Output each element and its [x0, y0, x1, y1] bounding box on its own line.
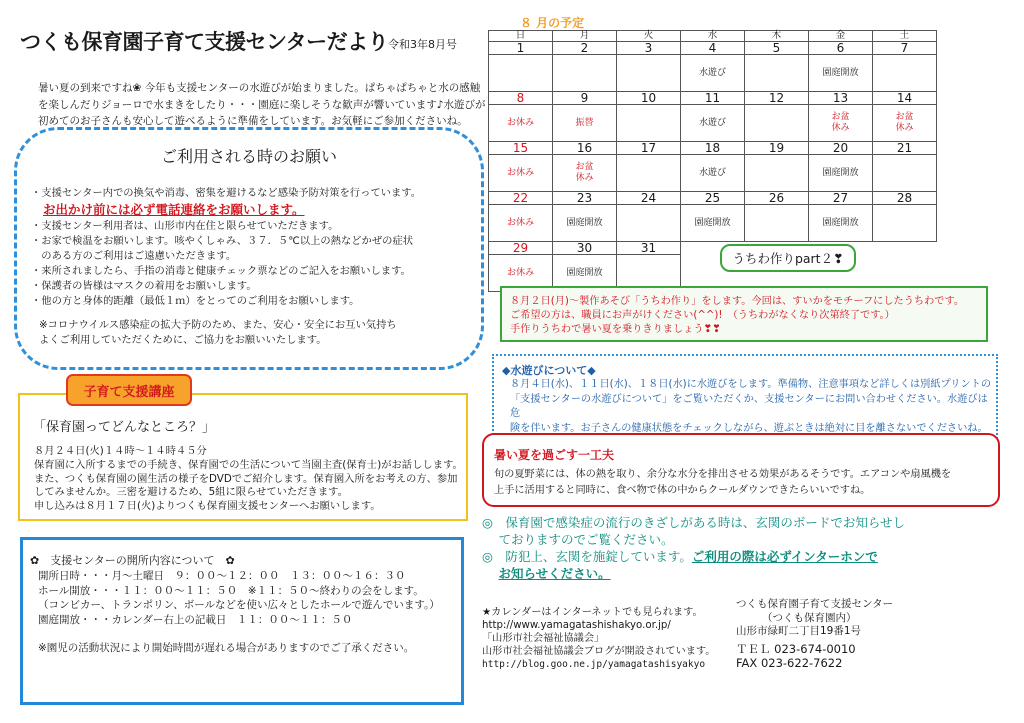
- weekday: 日: [489, 31, 553, 42]
- date: 15: [489, 142, 553, 155]
- event: 水遊び: [681, 55, 745, 92]
- date: 5: [745, 42, 809, 55]
- uchiwa-body: [510, 295, 980, 337]
- event: [745, 205, 809, 242]
- calendar-date-row: [489, 242, 937, 255]
- date: 12: [745, 92, 809, 105]
- hours-body: [38, 569, 458, 627]
- calendar-date-row: [489, 42, 937, 55]
- footer-line: 「山形市社会福祉協議会」: [482, 633, 605, 644]
- weekday: 木: [745, 31, 809, 42]
- uchiwa-line: 手作りうちわで暑い夏を乗りきりましょう❣❣: [510, 324, 721, 335]
- weekday: 水: [681, 31, 745, 42]
- lecture-line: 申し込みは８月１７日(火)よりつくも保育園支援センターへお願いします。: [34, 500, 381, 513]
- request-item: ・支援センター利用者は、山形市内在住と限らせていただきます。: [31, 220, 339, 232]
- lecture-tab: 子育て支援講座: [66, 374, 192, 406]
- event: [873, 55, 937, 92]
- lecture-line: また、つくも保育園の園生活の様子をDVDでご紹介します。保育園入所をお考えの方、参加: [34, 472, 458, 485]
- water-play-title: ◆水遊びについて◆: [502, 364, 596, 377]
- footer-line: ★カレンダーはインターネットでも見られます。: [482, 607, 703, 618]
- fax: FAX 023-622-7622: [736, 655, 843, 670]
- request-item: ・他の方と身体的距離（最低１ｍ）をとってのご利用をお願いします。: [31, 295, 360, 307]
- event: 園庭開放: [809, 155, 873, 192]
- event: [617, 105, 681, 142]
- event: [553, 55, 617, 92]
- event: 水遊び: [681, 155, 745, 192]
- weekday: 火: [617, 31, 681, 42]
- event: お休み: [489, 255, 553, 292]
- date: 2: [553, 42, 617, 55]
- summer-tips-line: 旬の夏野菜には、体の熱を取り、余分な水分を排出させる効果があるそうです。エアコンや扇風機を: [494, 469, 952, 480]
- website-link[interactable]: http://www.yamagatashishakyo.or.jp/: [482, 620, 671, 631]
- request-item: ・来所されましたら、手指の消毒と健康チェック票などのご記入をお願いします。: [31, 265, 411, 277]
- event: 園庭開放: [809, 55, 873, 92]
- water-play-body: [510, 378, 992, 436]
- request-box: [14, 127, 484, 370]
- request-item: ・お家で検温をお願いします。咳やくしゃみ、３７．５℃以上の熱などかぜの症状: [31, 235, 414, 247]
- uchiwa-line: ご希望の方は、職員にお声がけください(^^)! （うちわがなくなり次第終了です。）: [510, 310, 895, 321]
- date: 17: [617, 142, 681, 155]
- event: 園庭開放: [553, 255, 617, 292]
- date: 26: [745, 192, 809, 205]
- date: 13: [809, 92, 873, 105]
- uchiwa-tab: うちわ作りpart２❣: [720, 244, 856, 272]
- event: [873, 155, 937, 192]
- date: 14: [873, 92, 937, 105]
- date: 21: [873, 142, 937, 155]
- event: [745, 105, 809, 142]
- event: 振替: [553, 105, 617, 142]
- event: [745, 55, 809, 92]
- date: 30: [553, 242, 617, 255]
- water-play-line: ８月４日(水)、１１日(水)、１８日(水)に水遊びをします。準備物、注意事項など詳しくは別紙プリントの: [510, 379, 992, 390]
- footer-links: [482, 606, 752, 671]
- lecture-line: ８月２４日(火)１４時～１４時４５分: [34, 445, 207, 457]
- date: 28: [873, 192, 937, 205]
- event: 水遊び: [681, 105, 745, 142]
- request-list: [31, 186, 471, 309]
- newsletter-title: つくも保育園子育て支援センターだより: [20, 30, 389, 54]
- notice-line: ておりますのでご覧ください。: [482, 532, 674, 547]
- calendar-event-row: [489, 205, 937, 242]
- calendar-event-row: [489, 55, 937, 92]
- footer-line: 山形市社会福祉協議会ブログが開設されています。: [482, 646, 716, 657]
- event: [617, 205, 681, 242]
- hours-title: ✿ 支援センターの開所内容について ✿: [30, 554, 235, 567]
- intro-line: を楽しんだりジョーロで水まきをしたり・・・園庭に楽しそうな歓声が響いています♪水遊びが: [38, 98, 486, 111]
- event: 園庭開放: [681, 205, 745, 242]
- summer-tips-title: 暑い夏を過ごす一工夫: [494, 448, 615, 462]
- date: 18: [681, 142, 745, 155]
- calendar-event-row: [489, 155, 937, 192]
- date: 6: [809, 42, 873, 55]
- lecture-line: してみませんか。三密を避けるため、5組に限らせていただきます。: [34, 486, 348, 499]
- address: 山形市緑町二丁目19番1号: [736, 625, 862, 637]
- calendar: [488, 30, 937, 292]
- date: 27: [809, 192, 873, 205]
- calendar-date-row: [489, 142, 937, 155]
- date: 1: [489, 42, 553, 55]
- lecture-question: 「保育園ってどんなところ？」: [33, 420, 216, 435]
- event: [617, 55, 681, 92]
- notice-text: ◎ 防犯上、玄関を施錠しています。: [482, 549, 692, 564]
- request-note: [39, 318, 459, 348]
- water-play-line: 険を伴います。お子さんの健康状態をチェックしながら、遊ぶときは絶対に目を離さないでくださいね。: [510, 422, 988, 434]
- calendar-date-row: [489, 92, 937, 105]
- event: お休み: [489, 155, 553, 192]
- weekday: 土: [873, 31, 937, 42]
- event: お盆 休み: [553, 155, 617, 192]
- notice-line: [482, 565, 1002, 582]
- intro-line: 初めてのお子さんも安心して遊べるように準備をしています。お気軽にご参加くださいね。: [38, 115, 468, 127]
- phone-call-notice: お出かけ前には必ず電話連絡をお願いします。: [43, 202, 305, 217]
- summer-tips-body: [494, 467, 994, 499]
- water-play-line: 「支援センターの水遊びについて」をご覧いただくか、支援センターにお問い合わせください。水遊びは危: [510, 393, 988, 419]
- event: お休み: [489, 105, 553, 142]
- date: 29: [489, 242, 553, 255]
- uchiwa-line: ８月２日(月)～製作あそび「うちわ作り」をします。今回は、すいかをモチーフにしたうちわです。: [510, 296, 965, 307]
- request-item: のある方のご利用はご遠慮いただきます。: [31, 250, 237, 262]
- calendar-title: ８ 月の予定: [520, 16, 585, 30]
- request-item: ・保護者の皆様はマスクの着用をお願いします。: [31, 280, 257, 292]
- hours-line: ホール開放・・・１１：００～１１：５０ ※１１：５０～終わりの会をします。: [38, 584, 424, 597]
- event: [873, 205, 937, 242]
- date: 31: [617, 242, 681, 255]
- intercom-notice: ご利用の際は必ずインターホンで: [691, 549, 878, 564]
- notice-line: [482, 548, 1002, 565]
- issue-date: 令和3年8月号: [388, 38, 457, 51]
- org-sub: （つくも保育園内）: [762, 611, 857, 624]
- notices: [482, 514, 1002, 582]
- date: 25: [681, 192, 745, 205]
- telephone: ＴＥＬ 023-674-0010: [736, 641, 856, 656]
- date: 20: [809, 142, 873, 155]
- date: 23: [553, 192, 617, 205]
- calendar-weekday-row: [489, 31, 937, 42]
- footer-contact: [736, 598, 936, 670]
- summer-tips-line: 上手に活用すると同時に、食べ物で体の中からクールダウンできたらいいですね。: [494, 485, 871, 496]
- event: お盆 休み: [809, 105, 873, 142]
- intro-line: 暑い夏の到来ですね❀ 今年も支援センターの水遊びが始まりました。ぱちゃぱちゃと水の感触: [38, 82, 481, 94]
- hours-line: 開所日時・・・月～土曜日 ９：００～１２：００ １３：００～１６：３０: [38, 570, 406, 582]
- request-note-line: よくご利用していただくために、ご協力をお願いいたします。: [39, 334, 327, 346]
- date: 10: [617, 92, 681, 105]
- date: 3: [617, 42, 681, 55]
- event: お休み: [489, 205, 553, 242]
- event: [745, 155, 809, 192]
- calendar-date-row: [489, 192, 937, 205]
- date: 9: [553, 92, 617, 105]
- org-name: つくも保育園子育て支援センター: [736, 598, 894, 610]
- hours-line: 園庭開放・・・カレンダー右上の記載日 １１：００～１１：５０: [38, 613, 353, 626]
- hours-note: ※園児の活動状況により開始時間が遅れる場合がありますのでご了承ください。: [38, 642, 415, 654]
- date: 24: [617, 192, 681, 205]
- notice-line: ◎ 保育園で感染症の流行のきざしがある時は、玄関のボードでお知らせし: [482, 515, 906, 530]
- date: 16: [553, 142, 617, 155]
- date: 7: [873, 42, 937, 55]
- event: [617, 155, 681, 192]
- blog-link[interactable]: http://blog.goo.ne.jp/yamagatashisyakyo: [482, 659, 706, 670]
- intercom-notice: お知らせください。: [498, 566, 611, 581]
- date: 22: [489, 192, 553, 205]
- intro-text: [38, 80, 488, 130]
- date: 11: [681, 92, 745, 105]
- event: [489, 55, 553, 92]
- event: 園庭開放: [809, 205, 873, 242]
- request-item: ・支援センター内での換気や消毒、密集を避けるなど感染予防対策を行っています。: [31, 187, 422, 199]
- date: 4: [681, 42, 745, 55]
- request-note-line: ※コロナウイルス感染症の拡大予防のため、また、安心・安全にお互い気持ち: [39, 319, 397, 331]
- date: 19: [745, 142, 809, 155]
- hours-line: （コンビカー、トランポリン、ボールなどを使い広々としたホールで遊んでいます。）: [38, 599, 440, 611]
- weekday: 月: [553, 31, 617, 42]
- empty-cell: [873, 242, 937, 255]
- lecture-body: [34, 445, 464, 514]
- lecture-line: 保育園に入所するまでの手続き、保育園での生活について当園主査(保育士)がお話しします。: [34, 458, 463, 471]
- event: お盆 休み: [873, 105, 937, 142]
- calendar-event-row: [489, 105, 937, 142]
- request-title: ご利用される時のお願い: [160, 147, 337, 166]
- event: 園庭開放: [553, 205, 617, 242]
- weekday: 金: [809, 31, 873, 42]
- date: 8: [489, 92, 553, 105]
